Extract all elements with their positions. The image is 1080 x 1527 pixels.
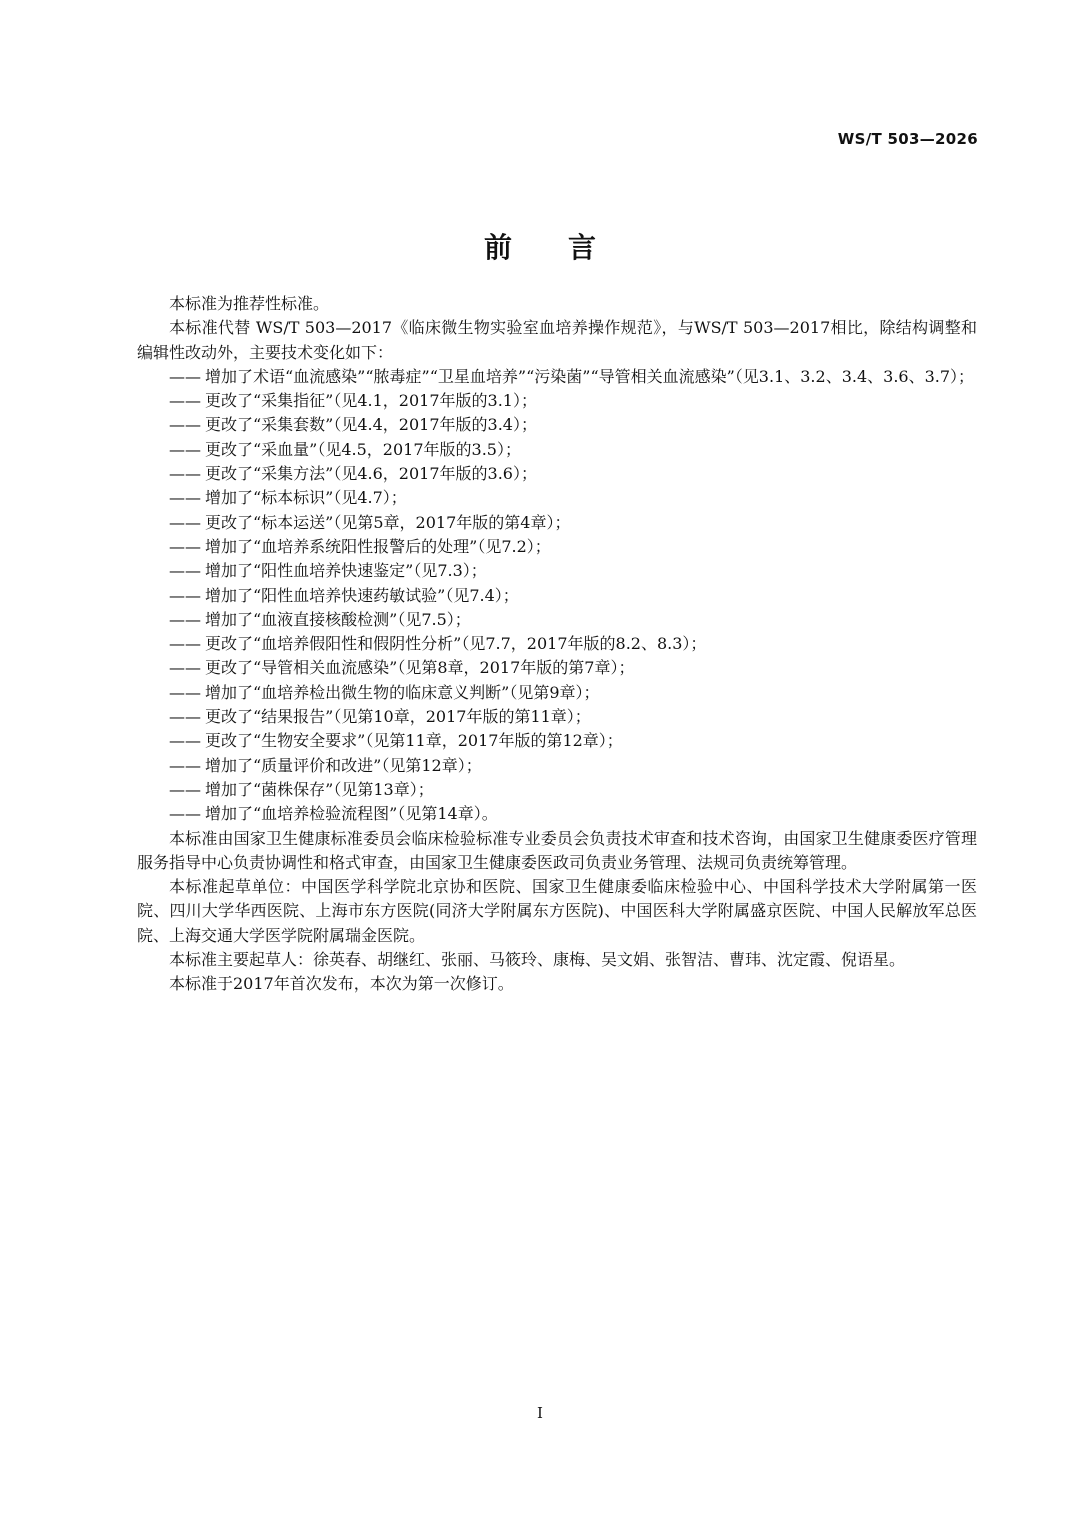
dash-marker: —— xyxy=(169,536,201,556)
intro-paragraph: 本标准为推荐性标准。 xyxy=(169,294,330,313)
change-text: 增加了“血培养检验流程图”（见第14章）。 xyxy=(205,804,498,824)
change-text: 更改了“采集指征”（见4.1，2017年版的3.1）； xyxy=(205,391,537,411)
change-item xyxy=(137,438,977,462)
change-item xyxy=(137,729,977,753)
page-title: 前 言 xyxy=(483,231,596,264)
change-text: 增加了“阳性血培养快速药敏试验”（见7.4）； xyxy=(205,585,519,605)
change-text: 增加了“标本标识”（见4.7）； xyxy=(205,488,407,508)
change-item xyxy=(137,462,977,486)
change-text: 增加了“血液直接核酸检测”（见7.5）； xyxy=(205,609,471,629)
change-text: 增加了“阳性血培养快速鉴定”（见7.3）； xyxy=(205,561,487,581)
change-text: 更改了“导管相关血流感染”（见第8章，2017年版的第7章）； xyxy=(205,658,635,678)
dash-marker: —— xyxy=(169,804,201,824)
change-item xyxy=(137,584,977,608)
dash-marker: —— xyxy=(169,755,201,775)
dash-marker: —— xyxy=(169,779,201,799)
change-text: 更改了“采集套数”（见4.4，2017年版的3.4）； xyxy=(205,415,537,435)
dash-marker: —— xyxy=(169,634,201,654)
dash-marker: —— xyxy=(169,707,201,727)
dash-marker: —— xyxy=(169,464,201,484)
dash-marker: —— xyxy=(169,439,201,459)
dash-marker: —— xyxy=(169,488,201,508)
change-item xyxy=(137,511,977,535)
dash-marker: —— xyxy=(169,658,201,678)
change-text: 更改了“标本运送”（见第5章，2017年版的第4章）； xyxy=(205,512,571,532)
page-number: I xyxy=(537,1404,543,1422)
drafting-units-paragraph: 本标准起草单位：中国医学科学院北京协和医院、国家卫生健康委临床检验中心、中国科学技术大学附属第一医院、四川大学华西医院、上海市东方医院(同济大学附属东方医院)、中国医科大学附属盛京医院、中国人民解放军总医院、上海交通大学医学院附属瑞金医院。 xyxy=(137,877,977,945)
standard-code: WS/T 503—2026 xyxy=(837,130,978,148)
change-text: 更改了“采血量”（见4.5，2017年版的3.5）； xyxy=(205,439,521,459)
change-item xyxy=(137,656,977,680)
change-text: 更改了“血培养假阳性和假阴性分析”（见7.7，2017年版的8.2、8.3）； xyxy=(205,634,707,654)
drafters-paragraph: 本标准主要起草人：徐英春、胡继红、张丽、马筱玲、康梅、吴文娟、张智洁、曹玮、沈定霞、倪语星。 xyxy=(169,950,906,970)
change-item xyxy=(137,802,977,826)
change-text: 增加了“菌株保存”（见第13章）； xyxy=(205,779,434,799)
change-item xyxy=(137,389,977,413)
intro-paragraph: 本标准代替 WS/T 503—2017《临床微生物实验室血培养操作规范》，与WS/T 503—2017相比，除结构调整和编辑性改动外，主要技术变化如下： xyxy=(137,318,977,362)
dash-marker: —— xyxy=(169,512,201,532)
dash-marker: —— xyxy=(169,561,201,581)
dash-marker: —— xyxy=(169,585,201,605)
change-item xyxy=(137,681,977,705)
dash-marker: —— xyxy=(169,682,201,702)
change-item xyxy=(137,705,977,729)
responsibility-paragraph: 本标准由国家卫生健康标准委员会临床检验标准专业委员会负责技术审查和技术咨询，由国家卫生健康委医疗管理服务指导中心负责协调性和格式审查，由国家卫生健康委医政司负责业务管理、法规司负责统筹管理。 xyxy=(137,828,977,872)
change-item xyxy=(137,778,977,802)
foreword-body xyxy=(137,292,977,997)
dash-marker: —— xyxy=(169,415,201,435)
change-item xyxy=(137,754,977,778)
change-text: 增加了“质量评价和改进”（见第12章）； xyxy=(205,755,482,775)
change-item xyxy=(137,413,977,437)
change-text: 更改了“生物安全要求”（见第11章，2017年版的第12章）； xyxy=(205,731,623,751)
history-paragraph: 本标准于2017年首次发布，本次为第一次修订。 xyxy=(169,974,514,994)
change-item xyxy=(137,486,977,510)
dash-marker: —— xyxy=(169,609,201,629)
change-item xyxy=(137,365,977,389)
change-text: 更改了“结果报告”（见第10章，2017年版的第11章）； xyxy=(205,707,591,727)
change-text: 增加了“血培养检出微生物的临床意义判断”（见第9章）； xyxy=(205,682,600,702)
dash-marker: —— xyxy=(169,391,201,411)
change-text: 增加了术语“血流感染”“脓毒症”“卫星血培养”“污染菌”“导管相关血流感染”（见3.1、3.2、3.4、3.6、3.7）； xyxy=(205,366,975,386)
change-item xyxy=(137,632,977,656)
dash-marker: —— xyxy=(169,366,201,386)
change-item xyxy=(137,535,977,559)
change-item xyxy=(137,559,977,583)
change-text: 更改了“采集方法”（见4.6，2017年版的3.6）； xyxy=(205,464,537,484)
change-item xyxy=(137,608,977,632)
change-text: 增加了“血培养系统阳性报警后的处理”（见7.2）； xyxy=(205,536,551,556)
changes-list xyxy=(137,365,977,827)
dash-marker: —— xyxy=(169,731,201,751)
